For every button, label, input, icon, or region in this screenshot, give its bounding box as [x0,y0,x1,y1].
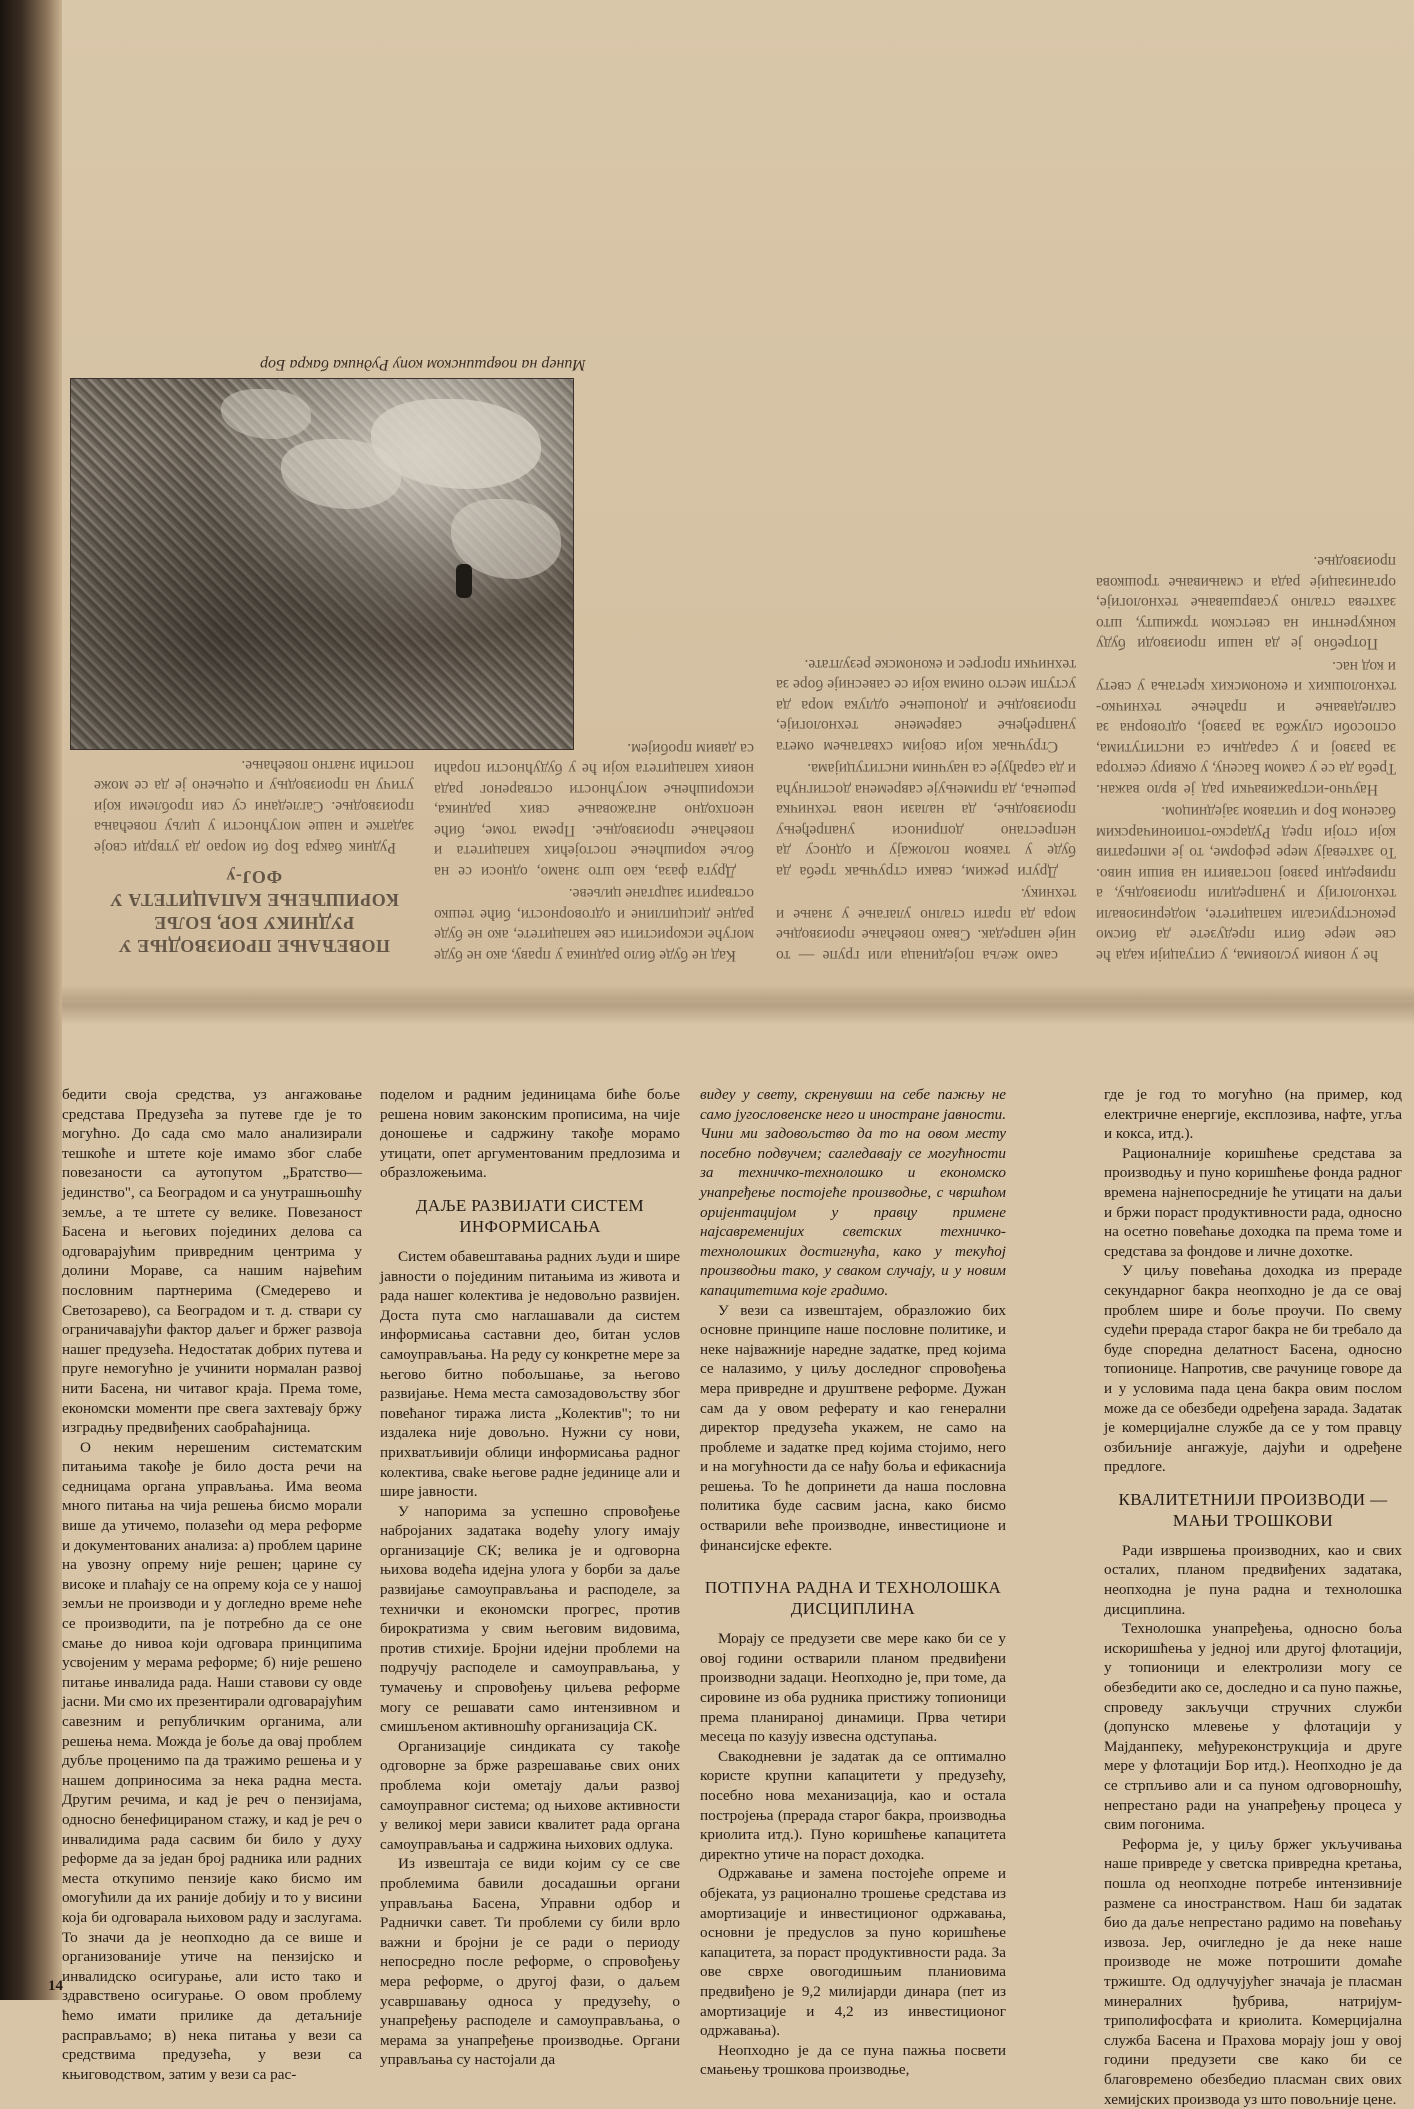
upper-col1-paragraph: Потребно је да наши производи буду конкурентни на светском тржишту, што захтева стално усавршавање технологије, организације рада и смањивање трошкова производње. [1096,553,1396,653]
upper-col2-paragraph: само жеља појединаца или групе — то није напредак. Свако повећање производње мора да прати стално улагање у знање и технику. [776,885,1076,964]
lower-col3-italic-block: видеу у свету, скренувши на себе пажњу не само југословенске него и иностране јавности. Чини ми задовољство да то на овом месту посебно подвучем; сагледавају се могућности за техничко-технолошко и економско унапређење постојеће производње, с чвршћом оријентацијом у правцу примене најсавременијих светских техничко-технолошких достигнућа, како у текућој производњи тако, у сваком случају, и у новим капацитетима које градимо. [700,1086,1006,1299]
lower-col2-intro: поделом и радним јединицама биће боље решена новим законским прописима, на чије доношење и садржину такође морамо утицати, опет аргументованим предлозима и образложењима. [380,1086,680,1182]
lower-col2-paragraph: Организације синдиката су такође одговорне за брже разрешавање свих оних проблема који ометају даљи развој самоуправног система; од њихове активности у великој мери зависи квалитет рада органа самоуправљања и садржина њихових одлука. [380,1737,680,1853]
upper-column-3 [434,736,754,966]
section-heading-information-system: ДАЉЕ РАЗВИЈАТИ СИСТЕМ ИНФОРМИСАЊА [415,1195,645,1236]
lower-col2-paragraph: У напорима за успешно спровођење набројаних задатака водећу улогу имају организације СК; велика је и одговорна њихова водећа идејна улога у борби за даље развијање самоуправљања и расподеле, за технички и економски прогрес, против бирократизма у свим његовим видовима, против стихије. Бројни идејни проблеми на подручју расподеле и самоуправљања, у тумачењу и спровођењу циљева реформе могу се решавати само интензивном и смишљеном активношћу организација СК. [380,1502,680,1736]
lower-col4-paragraph: Ради извршења производних, као и свих осталих, планом предвиђених задатака, неопходна је пуна радна и технолошка дисциплина. [1104,1541,1402,1618]
lower-col2-paragraph: Из извештаја се види којим су се све проблемима бавили досадашњи органи управљања Басена, Управни одбор и Раднички савет. Ти проблеми су били врло важни и бројни је се ради о периоду непосредно после реформе, о спровођењу мера реформе, о другој фази, о даљем усавршавању односа у предузећу, о унапређењу расподеле и самоуправљања, о мерама за унапређење производње. Органи управљања су настојали да [380,1855,680,2069]
upper-column-2 [776,652,1076,966]
upper-col4-paragraph: Рудник бакра Бор би морао да утврди своје задатке и наше могућности у циљу повећања производње. Сагледани су сви проблеми који утичу на производњу и оцењено је да се може постићи знатно повећање. [94,757,414,856]
lower-column-4-content [1104,1085,1402,2109]
upper-col3-paragraph: Кад не буде било радника у праву, ако не буде могуће искористити све капацитете, ако не буде радне дисциплине и одговорности, биће тешко остварити зацртане циљеве. [434,885,754,964]
lower-col4-paragraph: У циљу повећања доходка из прераде секундарног бакра неопходно је да се овај проблем шире и боље проучи. По свему судећи прерада старог бакра не би требало да буде споредна делатност Басена, односно топионице. Напротив, све рачунице говоре да и у условима пада цена бакра овим послом може да се обезбеди одређена зарада. Задатак је комерцијалне службе да се у том правцу озбиљније ангажује, дајући и одређене предлоге. [1104,1262,1402,1476]
upper-section-heading: ПОВЕЋАЊЕ ПРОИЗВОДЊЕ У РУДНИКУ БОР, БОЉЕ КОРИШЋЕЊЕ КАПАЦИТЕТА У ФОЈ-у [109,867,399,956]
lower-col4-paragraph: Реформа је, у циљу бржег укључивања наше привреде у светска привредна кретања, пошла од неопходне потребе интензивније размене са иностранством. Наш би задатак био да даље непрестано радимо на повећању извоза. Јер, очигледно је да неке наше производе не може потрошити домаће тржиште. Од одлучујућег значаја је пласман минералних ђубрива, натријум-триполифосфата и криолита. Комерцијална служба Басена и Прахова морају још у овој години предузети све како би се благовремено обезбедио пласман свих ових хемијских производа уз што повољније цене. [1104,1835,1402,2108]
lower-column-3 [700,1085,1006,2080]
upper-column-1 [1096,549,1396,965]
lower-col3-paragraph: У вези са извештајем, образложио бих основне принципе наше пословне политике, и неке најважније наредне задатке, пред којима се налазимо, у циљу доследног спровођења мера привредне и друштвене реформе. Дужан сам да у овом реферату и као генерални директор предузећа укажем, не само на проблеме и задатке пред којима стојимо, него и на могућности да се нађу боља и ефикаснија решења. То ће допринети да наша пословна политика буде сасвим јасна, како бисмо остварили веће производне, инвестиционе и финансијске ефекте. [700,1301,1006,1554]
lower-col3-paragraph: Неопходно је да се пуна пажња посвети смањењу трошкова производње, [700,2041,1006,2079]
lower-col1-paragraph: О неким нерешеним систематским питањима такође је било доста речи на седницама органа управљања. Има веома много питања на чија решења бисмо морали више да утичемо, полазећи од мера реформе и документованих анализа: а) проблем царине на увозну опрему није решен; царине су високе и плаћају се на опрему која се у нашој земљи не производи и у догледно време неће се производити, па је потребно да се оне смање до нивоа који одговара принципима усвојеним у мерама реформе; б) није решено питање инвалида рада. Наши ставови су овде јасни. Ми смо их презентирали одговарајућим савезним и републичким органима, али решења нема. Можда је боље да овај проблем дубље проценимо па да тражимо решења и у нашем доприносима за нека радна места. Другим речима, и кад је реч о пензијама, односно бенефицираном стажу, и кад је реч о инвалидима рада сасвим би било у духу реформе да за један број радника или радних места откупимо пензије како бисмо им омогућили да их раније добију и то у висини која би одговарала њиховом раду и заслугама. То значи да је неопходно да се више и организованије утиче на пензијско и инвалидско осигурање, али исто тако и здравствено осигурање. О овом проблему ћемо имати прилике да детаљније расправљамо; в) нека питања у вези са средствима предузећа, у вези са књиговодством, затим у вези са рас- [62,1438,363,2083]
upper-col2-paragraph: Стручњак који својим схватањем омета унапређење савремене технологије, производње и доношење одлука мора да уступи место онима који се савесније боре за технички прогрес и економске резултате. [776,656,1076,755]
lower-col3-paragraph: Свакодневни је задатак да се оптимално користе крупни капацитети у предузећу, посебно нова механизација, као и остала постројења (прерада старог бакра, производња криолита итд.). Пуно коришћење капацитета директно утиче на пораст доходка. [700,1747,1006,1863]
upper-col1-paragraph: ће у новим условима, у ситуацији када ће све мере бити предузете да бисмо реконструисали капацитете, модернизовали технологију и унапредили производњу, а привредни развој поставити на виши ниво. То захтевају мере реформе, то је императив који стоји пред Рударско-топионичарским басеном Бор и читавом заједницом. [1096,803,1396,964]
page-fold-shadow [62,985,1414,1025]
section-heading-quality-products: КВАЛИТЕТНИЈИ ПРОИЗВОДИ — МАЊИ ТРОШКОВИ [1118,1489,1388,1530]
upper-col2-paragraph: Други режим, сваки стручњак треба да буде у таквом положају и односу да непрестано доприноси унапређењу производње, да налази нова техничка решења, да примењује савремена достигнућа и да сарађује са научним институцијама. [776,760,1076,880]
lower-col1-paragraph: бедити своја средства, уз ангажовање средстава Предузећа за путеве где је то могућно. До сада смо мало анализирали тешкоће и штете које имамо због слабе повезаности са аутопутом „Братство—јединство", са Београдом и са унутрашњошћу земље, а те штете су велике. Повезаност Басена и његових појединих делова са одговарајућим привредним центрима у долини Мораве, са нашим највећим пословним партнерима (Смедерево и Светозарево), са Београдом и т. д. ствари су ограничавајући фактор даљег и бржег развоја нашег предузећа. Недостатак добрих путева и пруге немогућно је учинити нормалан развој нити Басена, ни читавог краја. Према томе, економски моменти пре свега захтевају бржу изградњу предвиђених саобраћајница. [62,1086,362,1437]
lower-col4-intro: где је год то могућно (на пример, код електричне енергије, експлозива, нафте, угља и кокса, итд.). [1104,1086,1402,1143]
quarry-miner-photo [70,378,574,750]
lower-column-1 [62,1085,362,2084]
book-binding-shadow [0,0,62,2000]
lower-col3-paragraph: Морају се предузети све мере како би се у овој години остварили планом предвиђени производни задаци. Неопходно је, при томе, да сировине из оба рудника пристижу топионици према планираној динамици. Прва четири месеца по казују извесна одступања. [700,1630,1006,1746]
photo-caption: Минер на површинском копу Рудника бакра Бор [260,356,586,373]
upper-col1-paragraph: Научно-истраживачки рад је врло важан. Треба да се у самом Басену, у оквиру сектора за развој и у сарадњи са институтима, оспособи служба за развој, одговорна за сагледавање и праћење техничко-технолошких и економских кретања у свету и код нас. [1096,658,1396,798]
lower-col2-paragraph: Систем обавештавања радних људи и шире јавности о појединим питањима из живота и рада нашег колектива је недовољно развијен. Доста пута смо наглашавали да систем информисања саставни део, битан услов самоуправљања. На реду су конкретне мере за његово битно побољшање, за његово развијање. Нема места самозадовољству због повећаног тиража листа „Колектив"; то ни издалека није довољно. Нужни су нови, прихватљивији облици информисања радног колектива, свake његове радне јединице али и шире јавности. [380,1247,680,1501]
lower-col4-paragraph: Рационалније коришћење средстава за производњу и пуно коришћење фонда радног времена најнепосредније ће утицати на даљи и бржи пораст продуктивности рада, односно на осетно повећање доходка па према томе и средстава за фондове и личне дохотке. [1104,1144,1402,1260]
lower-col3-paragraph: Одржавање и замена постојеће опреме и објеката, уз рационално трошење средстава из амортизације и инвестиционог одржавања, основни је предуслов за пуно коришћење капацитета, за пораст продуктивности рада. За ове сврхе овогодишњим планиовима предвиђено је 9,2 милијарди динара (пет из амортизације и 4,2 из инвестиционог одржавања). [700,1865,1006,2040]
lower-col4-paragraph: Технолошка унапређења, односно боља искоришћења у једној или другој флотацији, у топионици и електролизи могу се обезбедити ако се, доследно и са пуно пажње, спроведу закључци стручних служби (допунско млевење у флотацији у Мајданпеку, међуреконструкција и друге мере у флотацији Бор итд.). Неопходно је да се стрпљиво али и са пуном одговорношћу, непрестано ради на унапређењу процеса у свим погонима. [1104,1620,1402,1834]
section-heading-discipline: ПОТПУНА РАДНА И ТЕХНОЛОШКА ДИСЦИПЛИНА [704,1578,1002,1619]
lower-column-2 [380,1085,680,2070]
page-number: 14 [48,1978,63,1994]
upper-col3-paragraph: Друга фаза, као што знамо, односи се на боље коришћење постојећих капацитета и повећање производње. Према томе, биће неопходно ангажовање свих радника, искоришћење могућности оствареног рада нових капацитета који ће у будућности пораћи са давим пробијем. [434,740,754,880]
